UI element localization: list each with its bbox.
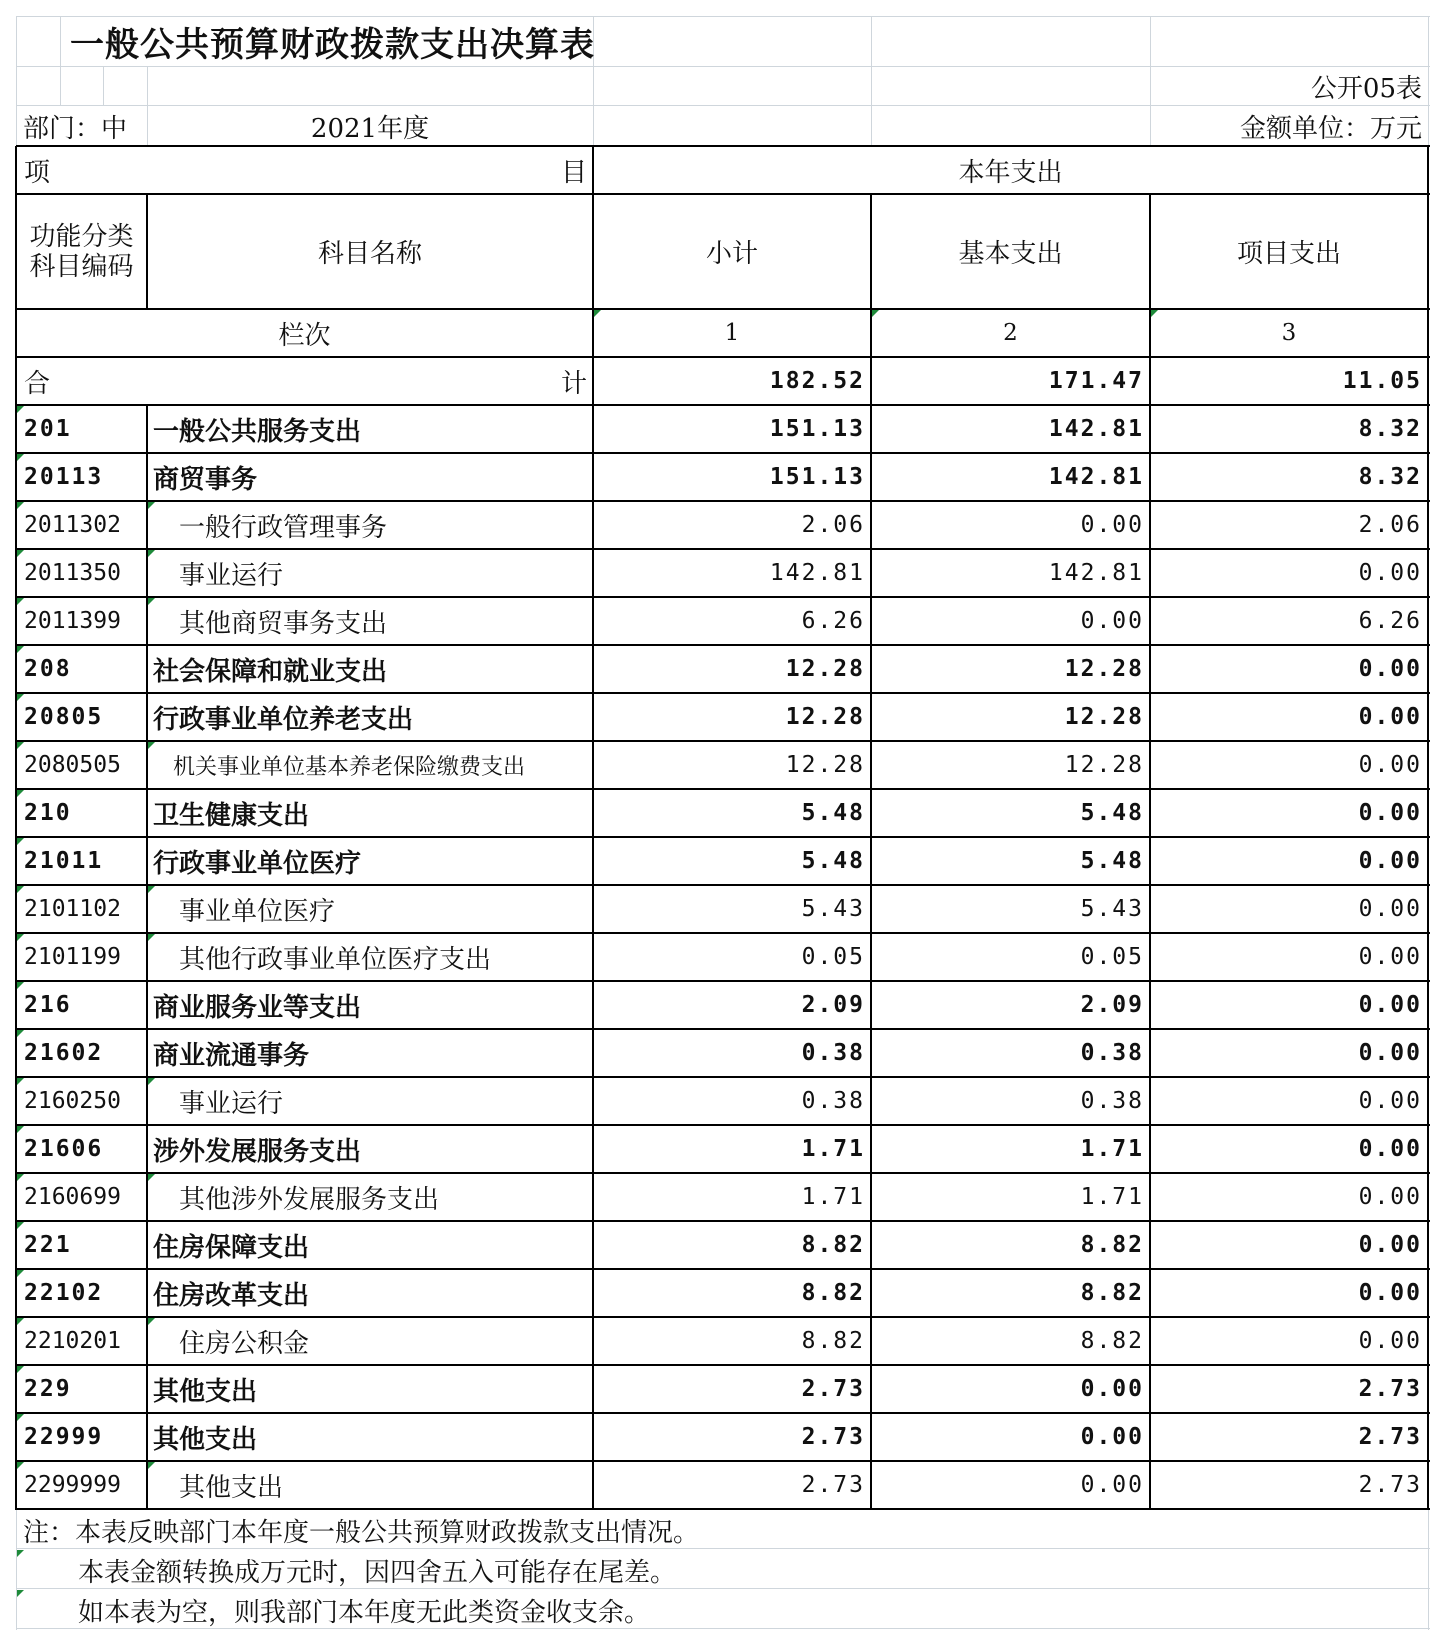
comment-marker xyxy=(148,934,155,941)
row-basic: 1.71 xyxy=(1080,1136,1144,1162)
table-border xyxy=(16,145,1430,147)
comment-marker xyxy=(17,598,24,605)
row-basic: 5.48 xyxy=(1080,800,1144,826)
total-basic: 171.47 xyxy=(1048,368,1144,394)
row-project: 8.32 xyxy=(1358,464,1422,490)
row-basic: 5.43 xyxy=(1080,896,1144,922)
row-basic: 142.81 xyxy=(1048,416,1144,442)
table-border xyxy=(16,740,1430,742)
table-border xyxy=(16,1412,1430,1414)
table-border xyxy=(15,146,17,1510)
row-code: 216 xyxy=(24,992,72,1018)
row-name: 其他涉外发展服务支出 xyxy=(179,1184,440,1215)
table-border xyxy=(146,405,148,1510)
table-border xyxy=(1149,194,1151,1510)
row-basic: 12.28 xyxy=(1064,752,1144,778)
header-col-1: 1 xyxy=(724,320,740,346)
table-border xyxy=(16,1124,1430,1126)
table-border xyxy=(16,404,1430,406)
table-border xyxy=(16,884,1430,886)
comment-marker xyxy=(17,1270,24,1277)
row-code: 20805 xyxy=(24,704,104,730)
row-name: 机关事业单位基本养老保险缴费支出 xyxy=(173,754,526,780)
comment-marker xyxy=(17,838,24,845)
row-name: 其他商贸事务支出 xyxy=(179,608,388,639)
row-subtotal: 2.09 xyxy=(801,992,865,1018)
comment-marker xyxy=(17,1414,24,1421)
row-project: 0.00 xyxy=(1358,752,1422,778)
page-title: 一般公共预算财政拨款支出决算表 xyxy=(70,24,595,65)
comment-marker xyxy=(17,1318,24,1325)
table-border xyxy=(16,1220,1430,1222)
row-subtotal: 5.48 xyxy=(801,848,865,874)
comment-marker xyxy=(17,1366,24,1373)
row-project: 0.00 xyxy=(1358,944,1422,970)
grid-line xyxy=(60,66,61,106)
row-name: 其他支出 xyxy=(153,1376,258,1407)
row-code: 21602 xyxy=(24,1040,104,1066)
row-name: 商业流通事务 xyxy=(153,1040,310,1071)
table-border xyxy=(16,452,1430,454)
row-project: 0.00 xyxy=(1358,848,1422,874)
row-name: 事业单位医疗 xyxy=(179,896,336,927)
row-name: 一般行政管理事务 xyxy=(179,512,388,543)
header-item-end: 目 xyxy=(560,157,587,188)
row-basic: 0.00 xyxy=(1080,1424,1144,1450)
row-project: 2.73 xyxy=(1358,1424,1422,1450)
row-project: 0.00 xyxy=(1358,1280,1422,1306)
comment-marker xyxy=(17,790,24,797)
comment-marker xyxy=(17,1590,24,1597)
row-project: 0.00 xyxy=(1358,656,1422,682)
row-basic: 142.81 xyxy=(1048,560,1144,586)
row-name: 住房改革支出 xyxy=(153,1280,310,1311)
row-project: 0.00 xyxy=(1358,1232,1422,1258)
comment-marker xyxy=(1151,310,1158,317)
table-border xyxy=(16,788,1430,790)
row-code: 208 xyxy=(24,656,72,682)
row-code: 20113 xyxy=(24,464,104,490)
comment-marker xyxy=(17,646,24,653)
table-border xyxy=(16,193,1430,195)
row-project: 0.00 xyxy=(1358,1328,1422,1354)
row-basic: 1.71 xyxy=(1080,1184,1144,1210)
row-code: 2160250 xyxy=(24,1088,121,1114)
row-project: 0.00 xyxy=(1358,1040,1422,1066)
row-name: 事业运行 xyxy=(179,1088,284,1119)
row-basic: 0.00 xyxy=(1080,1472,1144,1498)
row-subtotal: 0.38 xyxy=(801,1040,865,1066)
header-column-no: 栏次 xyxy=(278,320,331,351)
row-name: 社会保障和就业支出 xyxy=(153,656,388,687)
row-subtotal: 2.73 xyxy=(801,1472,865,1498)
header-year-expense: 本年支出 xyxy=(958,157,1063,188)
header-col-3: 3 xyxy=(1281,320,1297,346)
header-project: 项目支出 xyxy=(1236,239,1341,269)
comment-marker xyxy=(17,742,24,749)
grid-line xyxy=(103,66,104,106)
comment-marker xyxy=(17,502,24,509)
row-project: 0.00 xyxy=(1358,800,1422,826)
fiscal-year: 2021年度 xyxy=(310,113,430,144)
grid-line xyxy=(60,16,61,66)
table-border xyxy=(16,500,1430,502)
row-code: 2160699 xyxy=(24,1184,121,1210)
row-code: 201 xyxy=(24,416,72,442)
row-basic: 0.00 xyxy=(1080,608,1144,634)
comment-marker xyxy=(148,1462,155,1469)
row-code: 22999 xyxy=(24,1424,104,1450)
row-project: 0.00 xyxy=(1358,1088,1422,1114)
table-border xyxy=(16,1316,1430,1318)
row-code: 2101102 xyxy=(24,896,121,922)
row-code: 2011350 xyxy=(24,560,121,586)
comment-marker xyxy=(17,1030,24,1037)
table-border xyxy=(16,644,1430,646)
row-basic: 12.28 xyxy=(1064,704,1144,730)
row-project: 0.00 xyxy=(1358,992,1422,1018)
row-project: 0.00 xyxy=(1358,704,1422,730)
row-name: 商贸事务 xyxy=(153,464,258,495)
row-name: 其他行政事业单位医疗支出 xyxy=(179,944,492,975)
row-project: 0.00 xyxy=(1358,1136,1422,1162)
total-label-left: 合 xyxy=(24,368,51,399)
row-basic: 0.00 xyxy=(1080,1376,1144,1402)
comment-marker xyxy=(17,1222,24,1229)
comment-marker xyxy=(17,1550,24,1557)
row-subtotal: 5.48 xyxy=(801,800,865,826)
header-col-2: 2 xyxy=(1003,320,1018,346)
table-border xyxy=(16,1172,1430,1174)
comment-marker xyxy=(17,694,24,701)
row-project: 0.00 xyxy=(1358,560,1422,586)
header-subtotal: 小计 xyxy=(705,239,758,269)
row-subtotal: 2.06 xyxy=(801,512,865,538)
row-project: 2.73 xyxy=(1358,1376,1422,1402)
row-name: 卫生健康支出 xyxy=(153,800,310,831)
row-basic: 8.82 xyxy=(1080,1280,1144,1306)
header-item: 项 xyxy=(24,157,51,188)
comment-marker xyxy=(17,1078,24,1085)
row-name: 一般公共服务支出 xyxy=(153,416,362,447)
row-project: 0.00 xyxy=(1358,1184,1422,1210)
row-basic: 142.81 xyxy=(1048,464,1144,490)
row-basic: 2.09 xyxy=(1080,992,1144,1018)
comment-marker xyxy=(148,550,155,557)
row-subtotal: 8.82 xyxy=(801,1328,865,1354)
comment-marker xyxy=(17,982,24,989)
row-subtotal: 6.26 xyxy=(801,608,865,634)
comment-marker xyxy=(17,934,24,941)
note-line-3: 如本表为空，则我部门本年度无此类资金收支余。 xyxy=(78,1597,651,1628)
row-basic: 0.05 xyxy=(1080,944,1144,970)
comment-marker xyxy=(594,310,601,317)
table-border xyxy=(16,932,1430,934)
grid-line xyxy=(1428,16,1429,146)
header-name: 科目名称 xyxy=(317,239,422,269)
grid-line xyxy=(147,66,148,146)
comment-marker xyxy=(17,1174,24,1181)
comment-marker xyxy=(17,1462,24,1469)
comment-marker xyxy=(148,742,155,749)
table-border xyxy=(16,692,1430,694)
row-code: 2080505 xyxy=(24,752,121,778)
comment-marker xyxy=(148,598,155,605)
table-border xyxy=(16,1268,1430,1270)
comment-marker xyxy=(872,310,879,317)
row-subtotal: 151.13 xyxy=(769,416,865,442)
table-border xyxy=(16,596,1430,598)
row-project: 2.73 xyxy=(1358,1472,1422,1498)
row-code: 21606 xyxy=(24,1136,104,1162)
table-border xyxy=(16,308,1430,310)
row-subtotal: 8.82 xyxy=(801,1232,865,1258)
form-number: 公开05表 xyxy=(1310,73,1422,104)
row-project: 0.00 xyxy=(1358,896,1422,922)
row-code: 22102 xyxy=(24,1280,104,1306)
row-basic: 0.00 xyxy=(1080,512,1144,538)
comment-marker xyxy=(17,406,24,413)
row-subtotal: 12.28 xyxy=(785,656,865,682)
row-subtotal: 142.81 xyxy=(769,560,865,586)
comment-marker xyxy=(148,886,155,893)
row-name: 事业运行 xyxy=(179,560,284,591)
comment-marker xyxy=(17,550,24,557)
note-line-2: 本表金额转换成万元时，因四舍五入可能存在尾差。 xyxy=(78,1557,677,1588)
row-name: 商业服务业等支出 xyxy=(153,992,362,1023)
department-label: 部门：中 xyxy=(23,113,128,144)
row-subtotal: 0.38 xyxy=(801,1088,865,1114)
total-project: 11.05 xyxy=(1342,368,1422,394)
comment-marker xyxy=(148,1078,155,1085)
table-border xyxy=(592,146,594,1510)
row-subtotal: 151.13 xyxy=(769,464,865,490)
table-border xyxy=(16,548,1430,550)
row-subtotal: 8.82 xyxy=(801,1280,865,1306)
row-code: 221 xyxy=(24,1232,72,1258)
row-code: 2011302 xyxy=(24,512,121,538)
note-line-1: 注：本表反映部门本年度一般公共预算财政拨款支出情况。 xyxy=(23,1517,700,1548)
table-border xyxy=(870,194,872,1510)
row-code: 2011399 xyxy=(24,608,121,634)
row-subtotal: 2.73 xyxy=(801,1376,865,1402)
row-project: 6.26 xyxy=(1358,608,1422,634)
row-name: 行政事业单位养老支出 xyxy=(153,704,414,735)
comment-marker xyxy=(17,1126,24,1133)
total-subtotal: 182.52 xyxy=(769,368,865,394)
grid-line xyxy=(1428,1508,1429,1630)
row-basic: 8.82 xyxy=(1080,1328,1144,1354)
row-code: 2210201 xyxy=(24,1328,121,1354)
comment-marker xyxy=(148,502,155,509)
row-code: 21011 xyxy=(24,848,104,874)
table-border xyxy=(146,194,148,310)
header-basic: 基本支出 xyxy=(958,239,1063,269)
row-subtotal: 12.28 xyxy=(785,704,865,730)
row-name: 住房保障支出 xyxy=(153,1232,310,1263)
table-border xyxy=(16,356,1430,358)
row-subtotal: 12.28 xyxy=(785,752,865,778)
row-name: 其他支出 xyxy=(179,1472,284,1503)
table-border xyxy=(16,1364,1430,1366)
row-basic: 0.38 xyxy=(1080,1040,1144,1066)
row-basic: 8.82 xyxy=(1080,1232,1144,1258)
row-basic: 0.38 xyxy=(1080,1088,1144,1114)
row-code: 2299999 xyxy=(24,1472,121,1498)
row-subtotal: 1.71 xyxy=(801,1136,865,1162)
row-subtotal: 0.05 xyxy=(801,944,865,970)
row-project: 8.32 xyxy=(1358,416,1422,442)
comment-marker xyxy=(17,886,24,893)
comment-marker xyxy=(17,454,24,461)
row-subtotal: 5.43 xyxy=(801,896,865,922)
grid-line xyxy=(871,16,872,146)
comment-marker xyxy=(148,1174,155,1181)
row-name: 涉外发展服务支出 xyxy=(153,1136,362,1167)
table-border xyxy=(16,980,1430,982)
table-border xyxy=(16,836,1430,838)
row-code: 2101199 xyxy=(24,944,121,970)
row-name: 其他支出 xyxy=(153,1424,258,1455)
table-border xyxy=(16,1460,1430,1462)
table-border xyxy=(1427,146,1429,1510)
total-label-right: 计 xyxy=(560,368,587,399)
row-basic: 5.48 xyxy=(1080,848,1144,874)
row-name: 行政事业单位医疗 xyxy=(153,848,362,879)
row-name: 住房公积金 xyxy=(179,1328,310,1359)
comment-marker xyxy=(148,1318,155,1325)
row-subtotal: 2.73 xyxy=(801,1424,865,1450)
row-subtotal: 1.71 xyxy=(801,1184,865,1210)
table-border xyxy=(16,1076,1430,1078)
row-project: 2.06 xyxy=(1358,512,1422,538)
table-border xyxy=(16,1028,1430,1030)
unit-label: 金额单位：万元 xyxy=(1239,113,1422,144)
header-code: 功能分类科目编码 xyxy=(29,221,134,282)
row-code: 210 xyxy=(24,800,72,826)
row-code: 229 xyxy=(24,1376,72,1402)
row-basic: 12.28 xyxy=(1064,656,1144,682)
